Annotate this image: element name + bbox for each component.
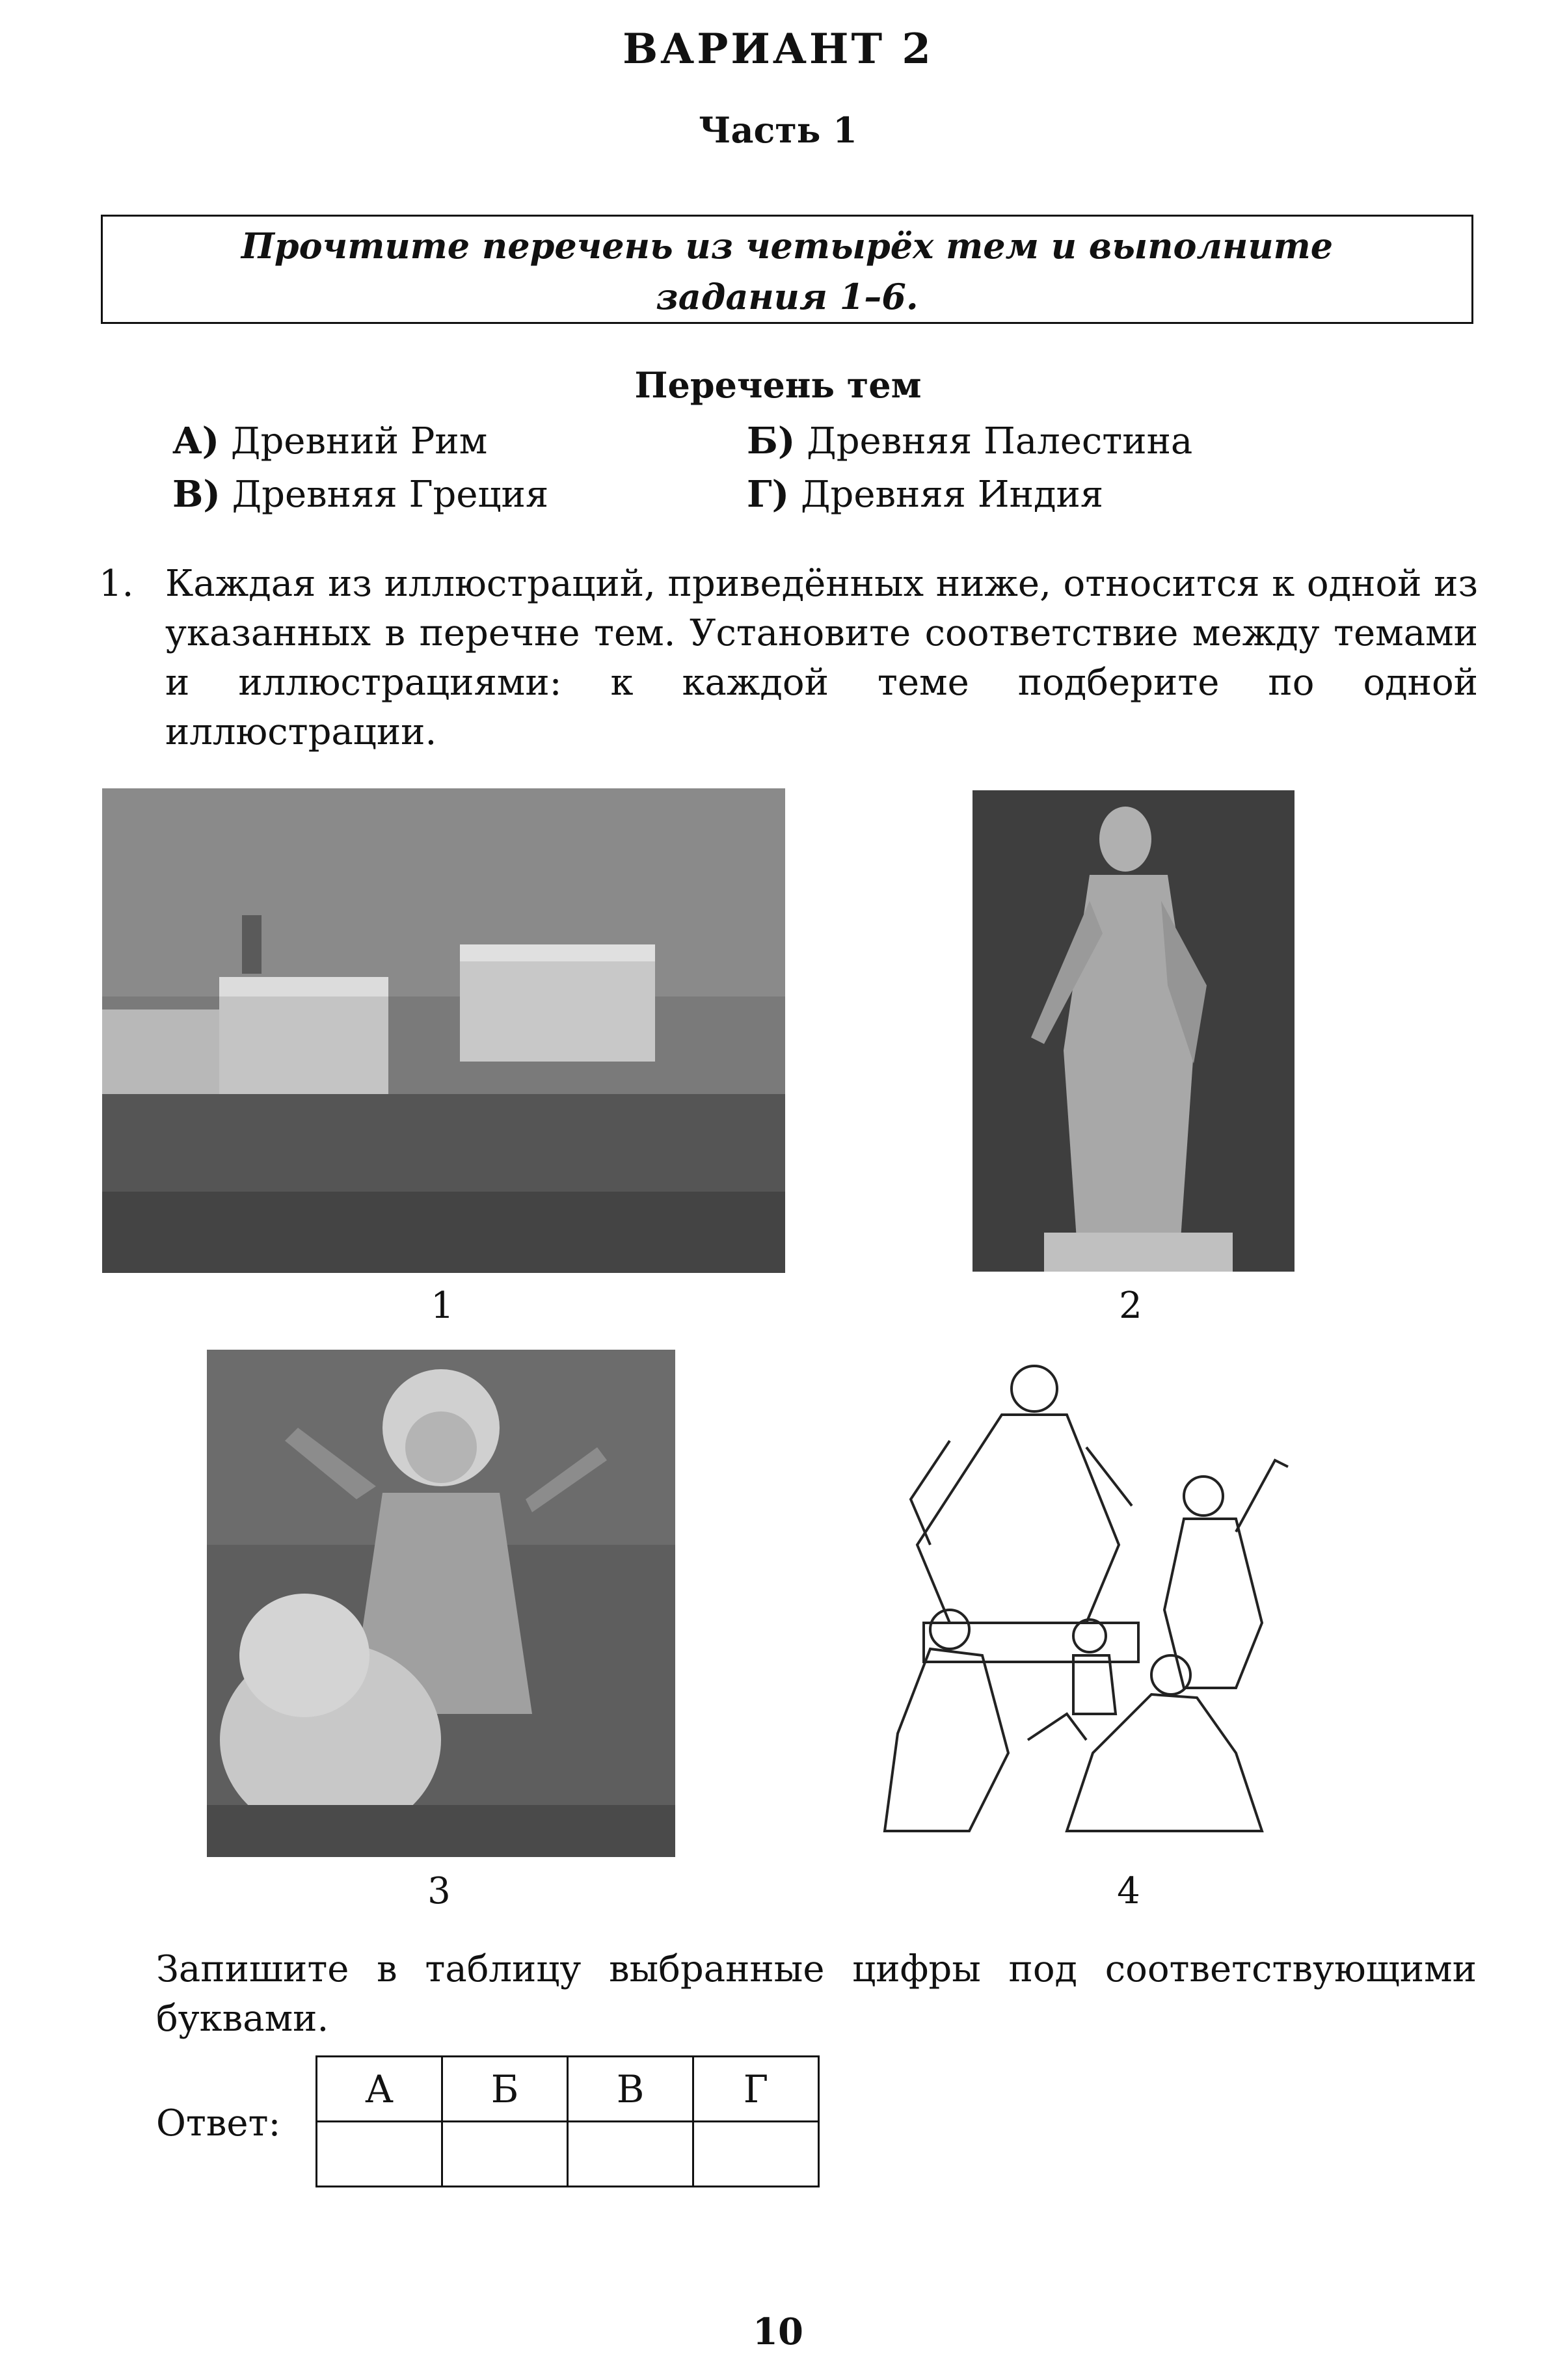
page-number: 10	[753, 2310, 803, 2353]
topic-a-letter: А)	[172, 420, 220, 462]
topic-c-letter: В)	[172, 473, 221, 516]
question-1	[99, 559, 1478, 757]
topic-d-letter: Г)	[747, 473, 790, 516]
answer-cell-a[interactable]	[317, 2122, 442, 2187]
illustration-4-drawing	[872, 1350, 1386, 1857]
topic-d	[747, 473, 1103, 516]
answer-header-d: Г	[693, 2057, 819, 2122]
topics-title: Перечень тем	[634, 364, 922, 406]
answer-instruction: Запишите в таблицу выбранные цифры под соответствующими буквами.	[156, 1948, 1477, 2040]
answer-cell-b[interactable]	[442, 2122, 568, 2187]
part-title: Часть 1	[699, 109, 857, 151]
answer-table	[315, 2055, 820, 2187]
instruction-box	[101, 215, 1473, 324]
topic-b-name: Древняя Палестина	[807, 420, 1193, 462]
illustration-1-caption: 1	[431, 1285, 454, 1327]
topic-c-name: Древняя Греция	[232, 474, 549, 516]
topic-b-letter: Б)	[747, 420, 796, 462]
topic-c	[172, 473, 548, 516]
illustration-4-caption: 4	[1117, 1870, 1140, 1912]
answer-label: Ответ:	[156, 2102, 281, 2145]
question-number: 1.	[99, 563, 134, 605]
answer-cell-d[interactable]	[693, 2122, 819, 2187]
illustration-2-caption: 2	[1119, 1285, 1142, 1327]
topic-a	[172, 420, 487, 462]
instruction-line-2: задания 1–6.	[656, 276, 919, 317]
illustration-2-statue	[972, 790, 1294, 1272]
illustration-1-acropolis	[102, 788, 785, 1273]
answer-cell-c[interactable]	[568, 2122, 693, 2187]
answer-input-row	[317, 2122, 819, 2187]
topic-a-name: Древний Рим	[230, 420, 488, 462]
illustration-3-goddess	[207, 1350, 675, 1857]
topic-d-name: Древняя Индия	[800, 474, 1104, 516]
answer-header-row	[317, 2057, 819, 2122]
variant-title: ВАРИАНТ 2	[623, 25, 933, 74]
answer-header-b: Б	[442, 2057, 568, 2122]
answer-header-a: А	[317, 2057, 442, 2122]
question-text: Каждая из иллюстраций, приведённых ниже, относится к одной из указанных в перечне тем. Установите соответствие между темами и иллюстрациями: к каждой теме подберите по одной иллюстрации.	[165, 563, 1478, 753]
instruction-line-1: Прочтите перечень из четырёх тем и выполните	[241, 225, 1334, 267]
illustration-3-caption: 3	[427, 1870, 451, 1912]
topic-b	[747, 420, 1192, 462]
answer-header-c: В	[568, 2057, 693, 2122]
